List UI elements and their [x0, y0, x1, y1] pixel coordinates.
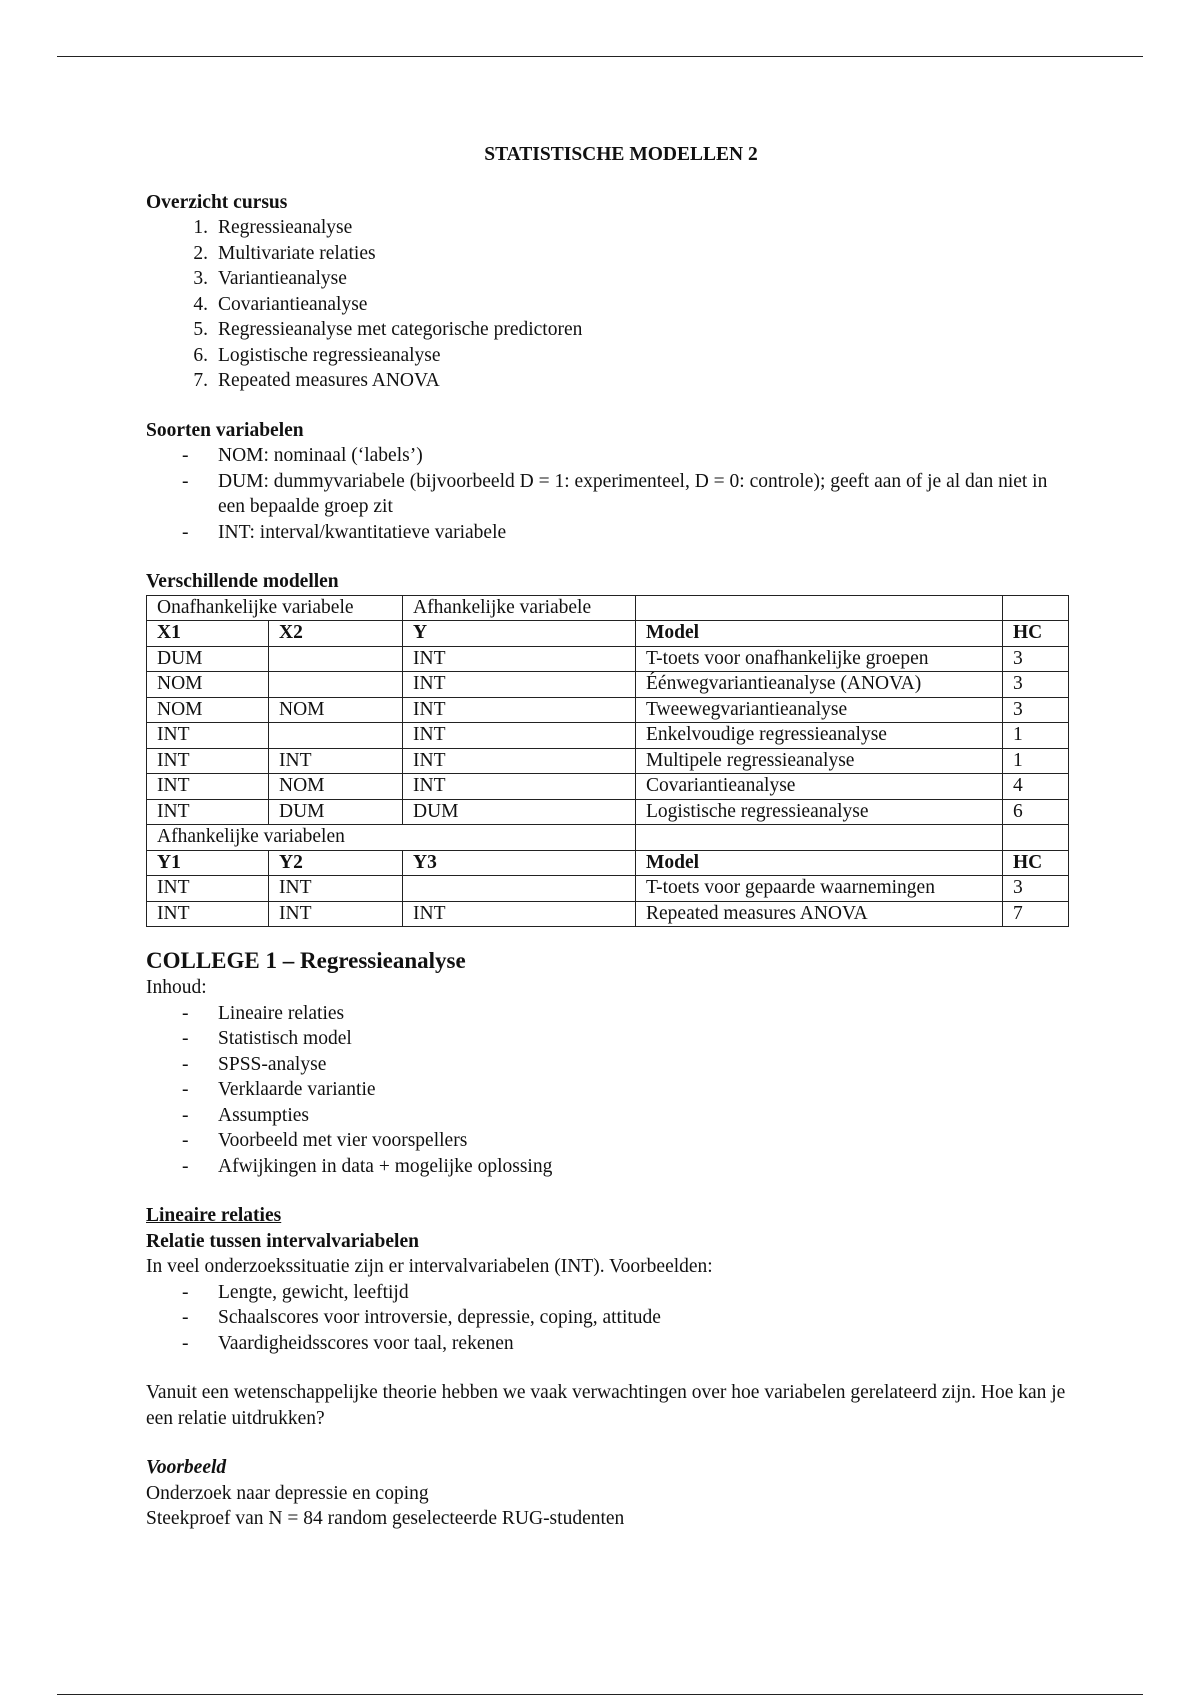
table-cell: T-toets voor onafhankelijke groepen: [636, 646, 1003, 672]
table-cell: Covariantieanalyse: [636, 774, 1003, 800]
list-number: 3.: [193, 268, 208, 289]
document-page: [146, 142, 1076, 1532]
dash-bullet: -: [182, 470, 189, 492]
table-cell: INT: [147, 901, 269, 927]
empty-cell: [636, 825, 1003, 851]
list-item: [146, 1026, 1076, 1052]
dash-bullet: -: [182, 1281, 189, 1303]
linear-subheading: Relatie tussen intervalvariabelen: [146, 1230, 419, 1252]
group-label-dependents: Afhankelijke variabelen: [147, 825, 636, 851]
table-cell: INT: [403, 901, 636, 927]
table-group-row: [147, 595, 1069, 621]
list-item: [146, 317, 1076, 343]
table-cell: 3: [1003, 646, 1069, 672]
list-item: [146, 266, 1076, 292]
table-cell: Y3: [403, 850, 636, 876]
table-cell: DUM: [269, 799, 403, 825]
list-item: [146, 1001, 1076, 1027]
table-header-row: [147, 850, 1069, 876]
dash-bullet: -: [182, 1307, 189, 1328]
college-content-list: [146, 1001, 1076, 1180]
spacer: [146, 545, 1076, 569]
linear-intro: In veel onderzoekssituatie zijn er intervalvariabelen (INT). Voorbeelden:: [146, 1256, 713, 1277]
list-item: [146, 215, 1076, 241]
table-cell: INT: [269, 748, 403, 774]
table-cell: Y: [403, 621, 636, 647]
table-cell: [269, 646, 403, 672]
list-item: [146, 1154, 1076, 1180]
table-cell: NOM: [269, 774, 403, 800]
table-cell: DUM: [403, 799, 636, 825]
list-item: [146, 1103, 1076, 1129]
table-cell: Repeated measures ANOVA: [636, 901, 1003, 927]
list-text: DUM: dummyvariabele (bijvoorbeeld D = 1: experimenteel, D = 0: controle); geeft aan of je al dan niet in een bepaalde groep zit: [218, 470, 1048, 517]
table-cell: HC: [1003, 850, 1069, 876]
table-cell: INT: [403, 672, 636, 698]
table-row: [147, 646, 1069, 672]
list-number: 5.: [193, 319, 208, 340]
table-row: [147, 901, 1069, 927]
table-cell: X1: [147, 621, 269, 647]
list-text: Lengte, gewicht, leeftijd: [218, 1281, 409, 1303]
list-item: [146, 1077, 1076, 1103]
table-cell: INT: [147, 774, 269, 800]
table-row: [147, 876, 1069, 902]
example-line: Steekproef van N = 84 random geselecteerde RUG-studenten: [146, 1508, 625, 1529]
empty-cell: [636, 595, 1003, 621]
table-cell: INT: [147, 723, 269, 749]
table-cell: INT: [403, 723, 636, 749]
table-cell: T-toets voor gepaarde waarnemingen: [636, 876, 1003, 902]
list-item: [146, 343, 1076, 369]
list-number: 2.: [193, 242, 208, 264]
table-cell: 3: [1003, 876, 1069, 902]
table-cell: INT: [147, 799, 269, 825]
content-label: Inhoud:: [146, 977, 207, 998]
list-text: Verklaarde variantie: [218, 1079, 376, 1100]
variables-list: [146, 443, 1076, 545]
table-cell: 7: [1003, 901, 1069, 927]
table-cell: [403, 876, 636, 902]
table-cell: INT: [403, 774, 636, 800]
empty-cell: [1003, 595, 1069, 621]
table-cell: INT: [403, 697, 636, 723]
table-row: [147, 799, 1069, 825]
list-item: [146, 520, 1076, 546]
table-cell: Éénwegvariantieanalyse (ANOVA): [636, 672, 1003, 698]
list-number: 4.: [193, 293, 208, 315]
list-text: Assumpties: [218, 1104, 310, 1126]
dash-bullet: -: [182, 445, 189, 466]
list-text: Regressieanalyse met categorische predictoren: [218, 319, 583, 340]
list-text: Variantieanalyse: [218, 268, 347, 289]
list-text: Afwijkingen in data + mogelijke oplossing: [218, 1155, 553, 1177]
bottom-rule: [57, 1694, 1143, 1695]
linear-examples-list: [146, 1280, 1076, 1357]
list-item: [146, 1331, 1076, 1357]
overview-list: [146, 215, 1076, 394]
list-item: [146, 1128, 1076, 1154]
table-cell: Tweewegvariantieanalyse: [636, 697, 1003, 723]
table-cell: INT: [403, 646, 636, 672]
table-cell: INT: [147, 748, 269, 774]
list-text: Lineaire relaties: [218, 1002, 345, 1024]
list-item: [146, 1305, 1076, 1331]
spacer: [146, 927, 1076, 947]
table-cell: Model: [636, 621, 1003, 647]
table-cell: 1: [1003, 748, 1069, 774]
list-text: SPSS-analyse: [218, 1053, 327, 1075]
list-text: Regressieanalyse: [218, 217, 353, 238]
table-group-row: [147, 825, 1069, 851]
table-cell: INT: [269, 876, 403, 902]
table-cell: Y2: [269, 850, 403, 876]
table-cell: HC: [1003, 621, 1069, 647]
table-cell: NOM: [269, 697, 403, 723]
top-rule: [57, 56, 1143, 57]
table-header-row: [147, 621, 1069, 647]
table-cell: INT: [403, 748, 636, 774]
list-text: Vaardigheidsscores voor taal, rekenen: [218, 1332, 514, 1354]
models-table-body: [147, 595, 1069, 927]
table-row: [147, 697, 1069, 723]
spacer: [146, 1356, 1076, 1380]
models-table: [146, 595, 1069, 928]
table-row: [147, 672, 1069, 698]
dash-bullet: -: [182, 1332, 189, 1354]
list-text: Statistisch model: [218, 1028, 352, 1049]
table-cell: Multipele regressieanalyse: [636, 748, 1003, 774]
overview-heading: Overzicht cursus: [146, 191, 288, 213]
spacer: [146, 1179, 1076, 1203]
list-text: Logistische regressieanalyse: [218, 344, 441, 366]
list-text: INT: interval/kwantitatieve variabele: [218, 521, 507, 543]
table-cell: 6: [1003, 799, 1069, 825]
list-number: 7.: [193, 370, 208, 391]
table-cell: 1: [1003, 723, 1069, 749]
spacer: [146, 394, 1076, 418]
table-cell: X2: [269, 621, 403, 647]
list-item: [146, 443, 1076, 469]
list-item: [146, 292, 1076, 318]
table-cell: Logistische regressieanalyse: [636, 799, 1003, 825]
linear-paragraph: Vanuit een wetenschappelijke theorie hebben we vaak verwachtingen over hoe variabelen gerelateerd zijn. Hoe kan je een relatie uitdrukken?: [146, 1382, 1066, 1429]
group-label-dependent: Afhankelijke variabele: [403, 595, 636, 621]
example-heading: Voorbeeld: [146, 1457, 227, 1478]
table-cell: 3: [1003, 697, 1069, 723]
list-text: Multivariate relaties: [218, 242, 376, 264]
list-item: [146, 469, 1076, 520]
dash-bullet: -: [182, 1155, 189, 1177]
table-row: [147, 748, 1069, 774]
list-item: [146, 368, 1076, 394]
list-number: 1.: [193, 217, 208, 238]
group-label-independent: Onafhankelijke variabele: [147, 595, 403, 621]
dash-bullet: -: [182, 1053, 189, 1075]
list-number: 6.: [193, 344, 208, 366]
table-cell: Enkelvoudige regressieanalyse: [636, 723, 1003, 749]
table-row: [147, 774, 1069, 800]
list-item: [146, 1280, 1076, 1306]
models-heading: Verschillende modellen: [146, 571, 339, 592]
dash-bullet: -: [182, 1028, 189, 1049]
table-cell: [269, 723, 403, 749]
college-heading: COLLEGE 1 – Regressieanalyse: [146, 948, 466, 973]
example-line: Onderzoek naar depressie en coping: [146, 1482, 429, 1504]
dash-bullet: -: [182, 1079, 189, 1100]
dash-bullet: -: [182, 1130, 189, 1151]
list-item: [146, 241, 1076, 267]
list-text: NOM: nominaal (‘labels’): [218, 445, 423, 466]
table-cell: NOM: [147, 697, 269, 723]
list-item: [146, 1052, 1076, 1078]
empty-cell: [1003, 825, 1069, 851]
list-text: Schaalscores voor introversie, depressie, coping, attitude: [218, 1307, 661, 1328]
list-text: Voorbeeld met vier voorspellers: [218, 1130, 468, 1151]
dash-bullet: -: [182, 1002, 189, 1024]
table-cell: INT: [269, 901, 403, 927]
list-text: Repeated measures ANOVA: [218, 370, 440, 391]
dash-bullet: -: [182, 521, 189, 543]
table-cell: DUM: [147, 646, 269, 672]
table-cell: Y1: [147, 850, 269, 876]
list-text: Covariantieanalyse: [218, 293, 368, 315]
variables-heading: Soorten variabelen: [146, 419, 304, 441]
dash-bullet: -: [182, 1104, 189, 1126]
table-cell: NOM: [147, 672, 269, 698]
table-cell: [269, 672, 403, 698]
table-cell: 3: [1003, 672, 1069, 698]
document-title: STATISTISCHE MODELLEN 2: [484, 144, 758, 165]
table-cell: Model: [636, 850, 1003, 876]
table-cell: 4: [1003, 774, 1069, 800]
table-cell: INT: [147, 876, 269, 902]
spacer: [146, 1431, 1076, 1455]
linear-heading: Lineaire relaties: [146, 1205, 282, 1226]
table-row: [147, 723, 1069, 749]
